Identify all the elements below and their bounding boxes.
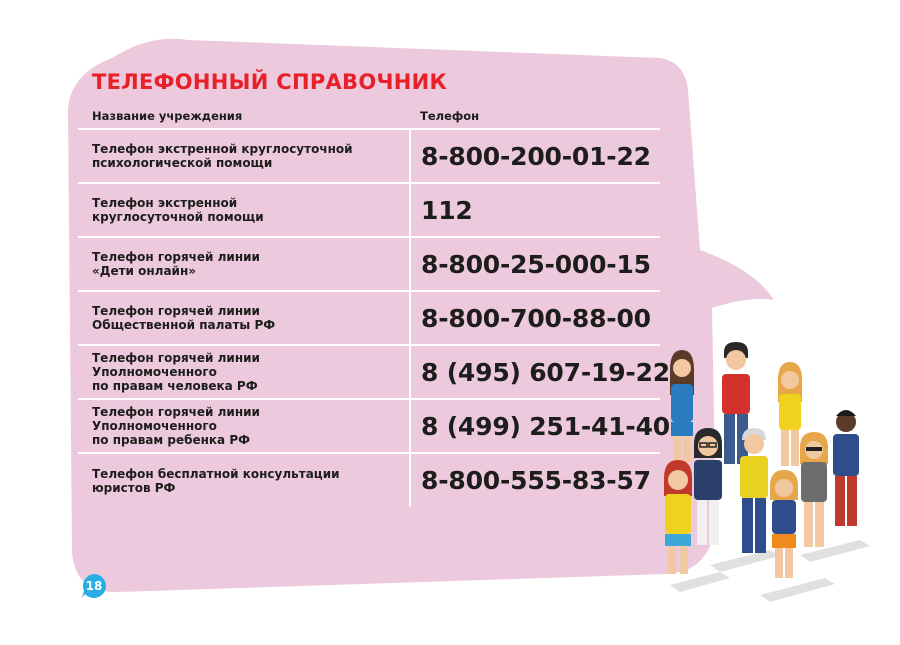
phone-number[interactable]: 8-800-200-01-22: [410, 129, 660, 183]
table-row: [78, 183, 660, 237]
institution-name-line: по правам человека РФ: [92, 379, 258, 393]
phone-directory-table: [78, 104, 670, 507]
institution-name: [78, 237, 410, 291]
phone-number[interactable]: 8-800-700-88-00: [410, 291, 660, 345]
people-group-illustration: [650, 340, 880, 610]
institution-name-line: по правам ребенка РФ: [92, 433, 251, 447]
institution-name-line: Телефон экстренной круглосуточной: [92, 142, 353, 156]
institution-name-line: Телефон горячей линии: [92, 304, 260, 318]
institution-name: [78, 345, 410, 399]
table-row: [78, 237, 660, 291]
institution-name: [78, 183, 410, 237]
table-row: [78, 399, 660, 453]
institution-name: [78, 453, 410, 507]
person-figure: [770, 470, 798, 578]
institution-name-line: Телефон горячей линии: [92, 405, 260, 419]
institution-name-line: Телефон горячей линии: [92, 351, 260, 365]
phone-number[interactable]: 8 (499) 251-41-40: [410, 399, 660, 453]
institution-name-line: Телефон экстренной: [92, 196, 238, 210]
institution-name-line: круглосуточной помощи: [92, 210, 264, 224]
institution-name-line: юристов РФ: [92, 480, 176, 495]
phone-number[interactable]: 8 (495) 607-19-22: [410, 345, 660, 399]
institution-name-line: психологической помощи: [92, 156, 273, 170]
person-figure: [778, 362, 802, 466]
table-header-row: [78, 104, 660, 129]
column-header-phone: Телефон: [410, 104, 660, 129]
phone-number[interactable]: 8-800-25-000-15: [410, 237, 660, 291]
page-title: ТЕЛЕФОННЫЙ СПРАВОЧНИК: [92, 70, 448, 94]
person-figure: [670, 350, 694, 462]
table-row: [78, 129, 660, 183]
person-figure: [800, 432, 828, 547]
column-header-name: Название учреждения: [78, 104, 410, 129]
institution-name: [78, 291, 410, 345]
institution-name-line: Уполномоченного: [92, 365, 217, 379]
institution-name-line: «Дети онлайн»: [92, 264, 196, 278]
institution-name-line: Уполномоченного: [92, 419, 217, 433]
table-row: [78, 291, 660, 345]
page-number: 18: [85, 579, 103, 593]
institution-name-line: Телефон бесплатной консультации: [92, 466, 340, 481]
table-row: [78, 453, 660, 507]
institution-name-line: Телефон горячей линии: [92, 250, 260, 264]
person-figure: [833, 410, 859, 526]
page-number-badge: [81, 573, 107, 599]
table-row: [78, 345, 660, 399]
institution-name: [78, 129, 410, 183]
institution-name-line: Общественной палаты РФ: [92, 318, 276, 332]
person-figure: [694, 428, 722, 545]
phone-number[interactable]: 8-800-555-83-57: [421, 466, 651, 495]
person-figure: [664, 460, 692, 574]
institution-name: [78, 399, 410, 453]
phone-number[interactable]: 112: [410, 183, 660, 237]
